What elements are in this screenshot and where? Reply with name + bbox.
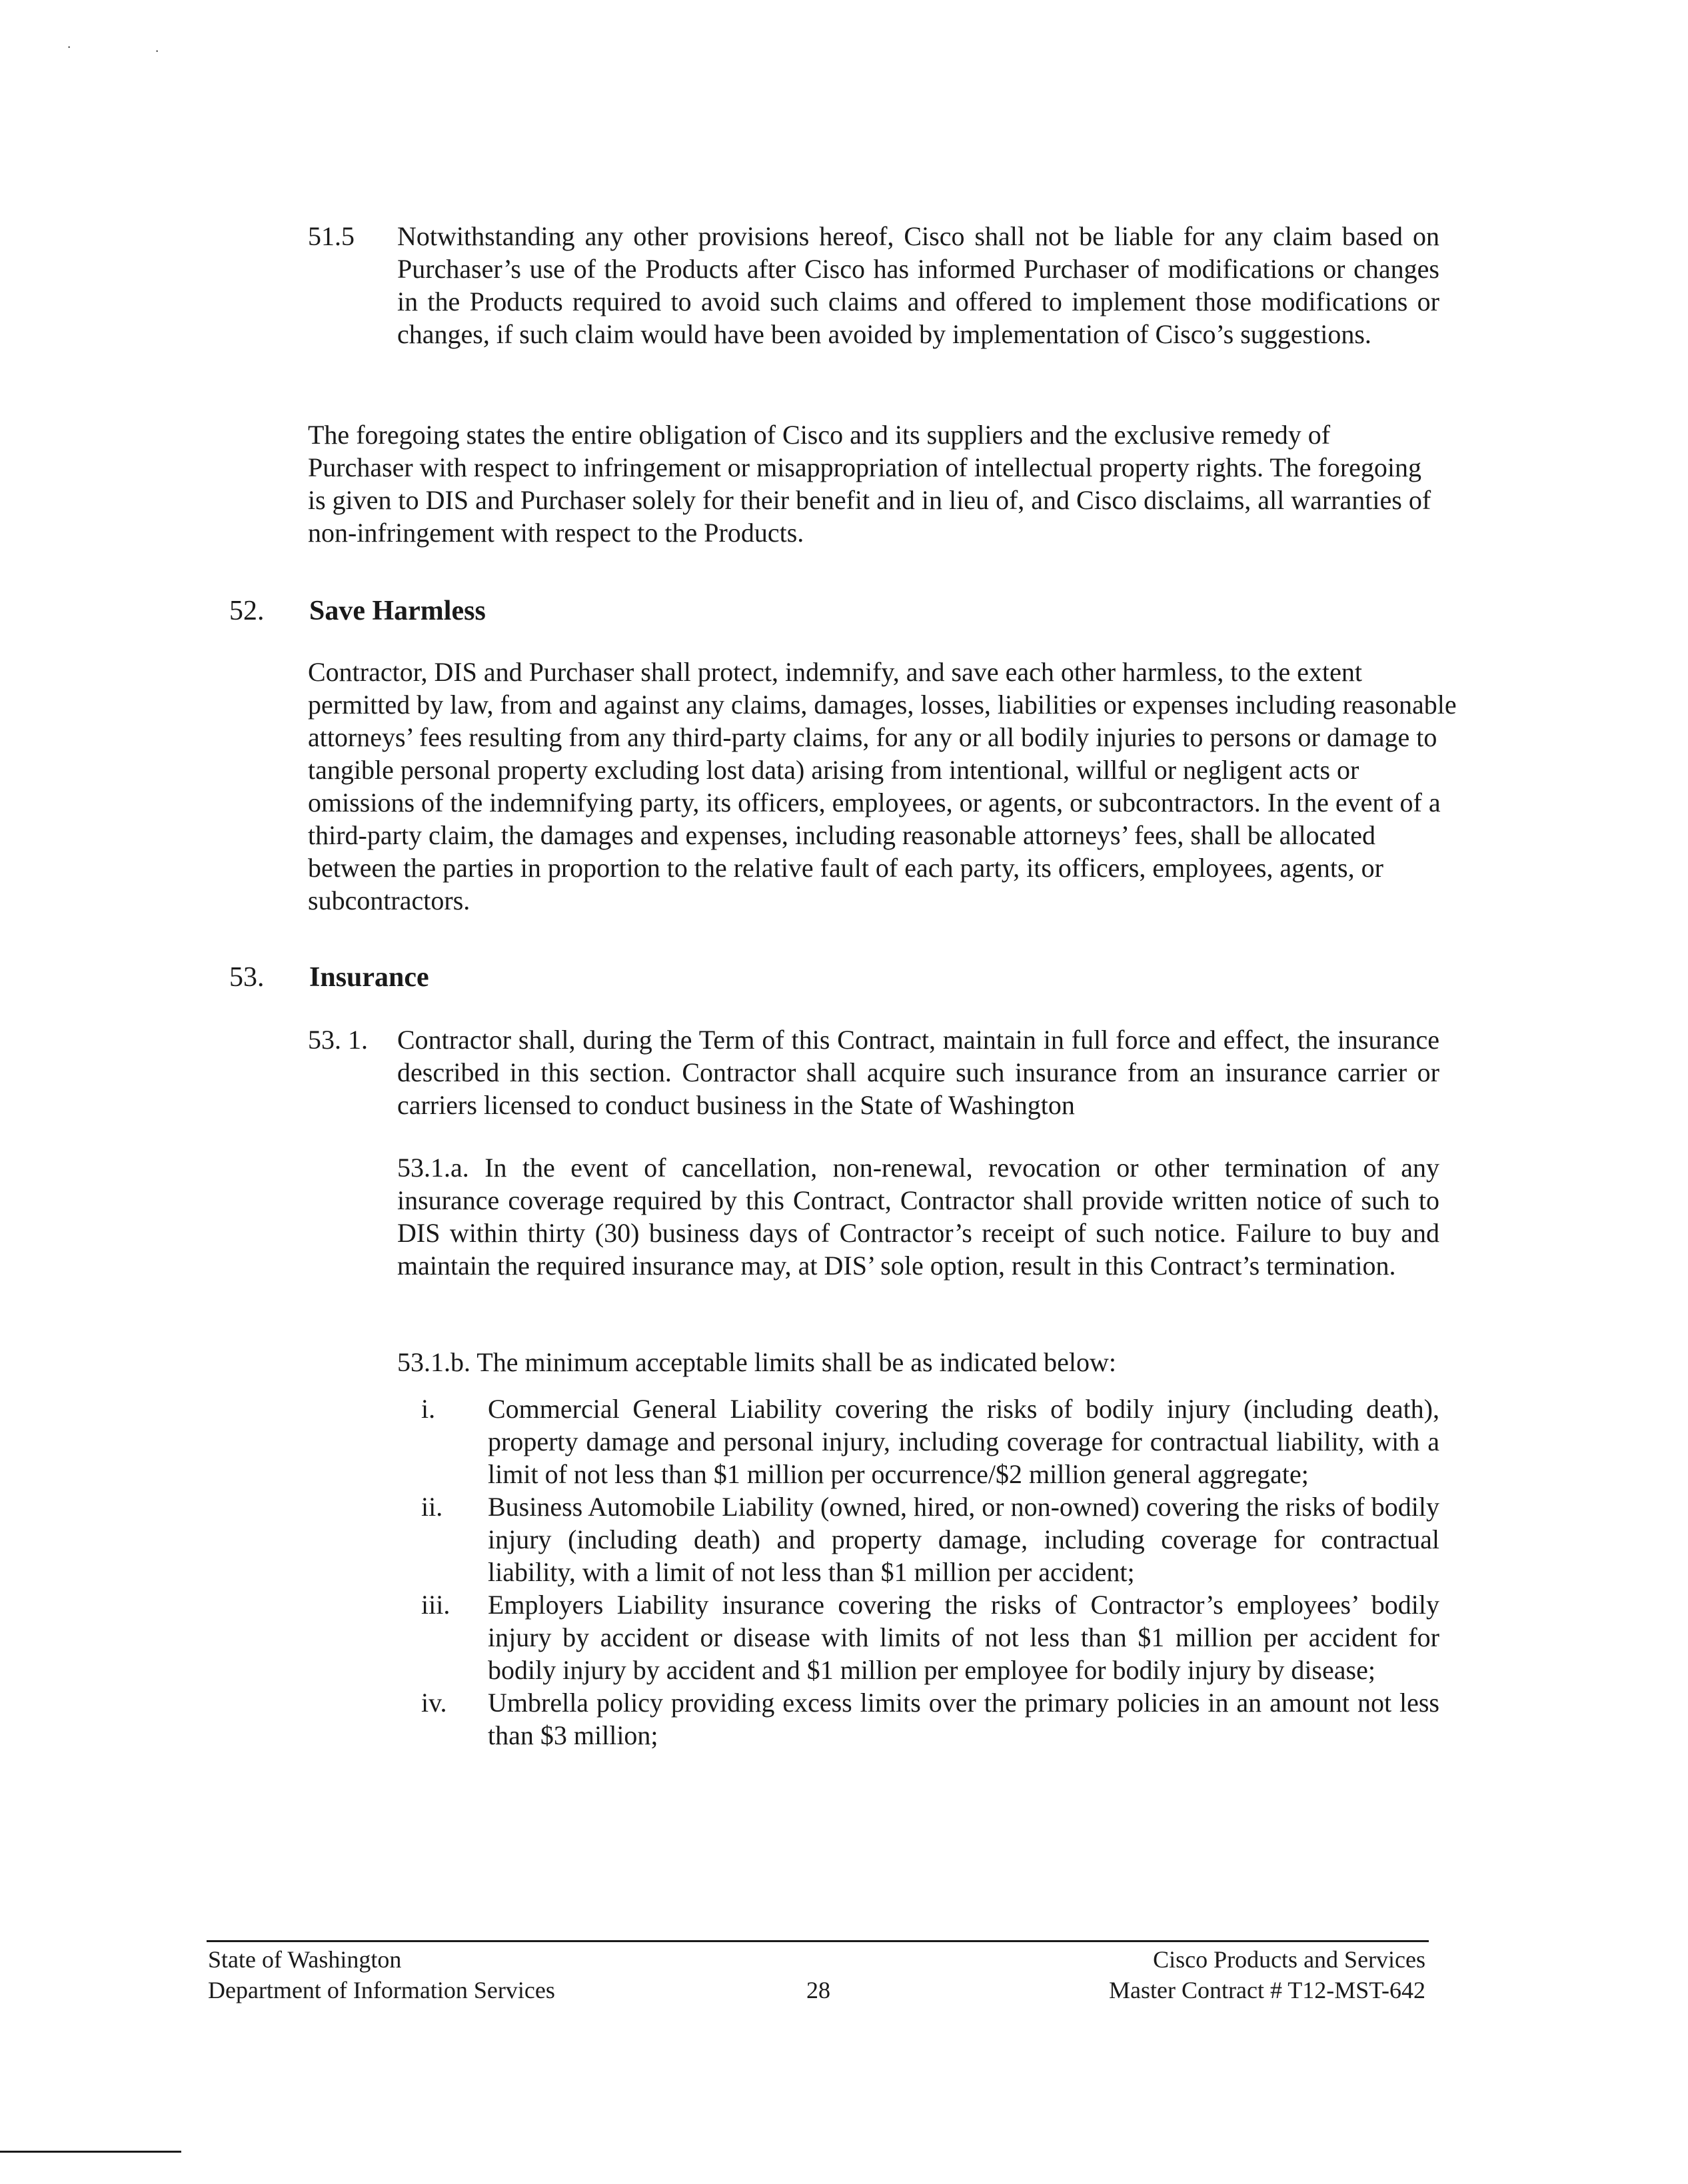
footer-right xyxy=(1109,1944,1425,2005)
scan-artifact: · xyxy=(67,39,72,55)
section-51-5 xyxy=(308,220,1439,350)
footer-divider xyxy=(207,1940,1429,1942)
footer-contract-number: Master Contract # T12-MST-642 xyxy=(1109,1977,1425,2003)
list-item-text: Employers Liability insurance covering the risks of Contractor’s employees’ bodily injury by accident or disease with limits of not less than $1 million per accident for bodily injury by accident and $1 million per employee for bodily injury by disease; xyxy=(488,1590,1439,1685)
list-item-text: Commercial General Liability covering the risks of bodily injury (including death), property damage and personal injury, including coverage for contractual liability, with a limit of not less than $1 million per occurrence/$2 million general aggregate; xyxy=(488,1394,1439,1489)
list-marker: i. xyxy=(421,1394,436,1424)
list-item xyxy=(397,1490,1439,1588)
section-number: 52. xyxy=(229,596,265,626)
section-text: Notwithstanding any other provisions hereof, Cisco shall not be liable for any claim based on Purchaser’s use of the Products after Cisco has informed Purchaser of modifications or changes in the Products required to avoid such claims and offered to implement those modifications or changes, if such claim would have been avoided by implementation of Cisco’s suggestions. xyxy=(397,221,1439,349)
page-number: 28 xyxy=(806,1977,830,2003)
insurance-limits-list xyxy=(397,1392,1439,1752)
section-number: 53. 1. xyxy=(308,1025,368,1055)
scan-artifact: · xyxy=(155,43,160,59)
section-text: Contractor shall, during the Term of this Contract, maintain in full force and effect, the insurance described in this section. Contractor shall acquire such insurance from an insurance carrier or carriers licensed to conduct business in the State of Washington xyxy=(397,1025,1439,1120)
list-item-text: Umbrella policy providing excess limits over the primary policies in an amount not less than $3 million; xyxy=(488,1688,1439,1750)
list-item-text: Business Automobile Liability (owned, hired, or non-owned) covering the risks of bodily injury (including death) and property damage, including coverage for contractual liability, with a limit of not less than $1 million per accident; xyxy=(488,1492,1439,1587)
section-53-1-b: 53.1.b. The minimum acceptable limits shall be as indicated below: xyxy=(397,1347,1117,1377)
section-53-1 xyxy=(308,1023,1439,1121)
section-51-closing-paragraph: The foregoing states the entire obligation of Cisco and its suppliers and the exclusive remedy of Purchaser with respect to infringement or misappropriation of intellectual property rights. The foregoing is given to DIS and Purchaser solely for their benefit and in lieu of, and Cisco disclaims, all warranties of non-infringement with respect to the Products. xyxy=(308,420,1431,548)
bottom-corner-rule xyxy=(0,2151,181,2153)
list-item xyxy=(397,1588,1439,1686)
list-marker: iv. xyxy=(421,1688,447,1718)
section-title: Insurance xyxy=(309,962,429,993)
footer-contract-title: Cisco Products and Services xyxy=(1153,1946,1425,1973)
section-number: 51.5 xyxy=(308,221,355,251)
list-marker: ii. xyxy=(421,1492,443,1522)
section-52-heading xyxy=(229,594,486,628)
footer-left xyxy=(208,1944,555,2005)
footer-agency-department: Department of Information Services xyxy=(208,1977,555,2003)
list-item xyxy=(397,1392,1439,1490)
section-title: Save Harmless xyxy=(309,596,486,626)
list-item xyxy=(397,1686,1439,1752)
section-53-heading xyxy=(229,961,429,994)
section-52-body: Contractor, DIS and Purchaser shall protect, indemnify, and save each other harmless, to the extent permitted by law, from and against any claims, damages, losses, liabilities or expenses including reasonable attorneys’ fees resulting from any third-party claims, for any or all bodily injuries to persons or damage to tangible personal property excluding lost data) arising from intentional, willful or negligent acts or omissions of the indemnifying party, its officers, employees, or agents, or subcontractors. In the event of a third-party claim, the damages and expenses, including reasonable attorneys’ fees, shall be allocated between the parties in proportion to the relative fault of each party, its officers, employees, agents, or subcontractors. xyxy=(308,657,1457,915)
list-marker: iii. xyxy=(421,1590,450,1620)
section-53-1-a: 53.1.a. In the event of cancellation, non-renewal, revocation or other termination of any insurance coverage required by this Contract, Contractor shall provide written notice of such to DIS within thirty (30) business days of Contractor’s receipt of such notice. Failure to buy and maintain the required insurance may, at DIS’ sole option, result in this Contract’s termination. xyxy=(397,1153,1439,1281)
footer-agency-state: State of Washington xyxy=(208,1946,402,1973)
section-number: 53. xyxy=(229,962,265,993)
